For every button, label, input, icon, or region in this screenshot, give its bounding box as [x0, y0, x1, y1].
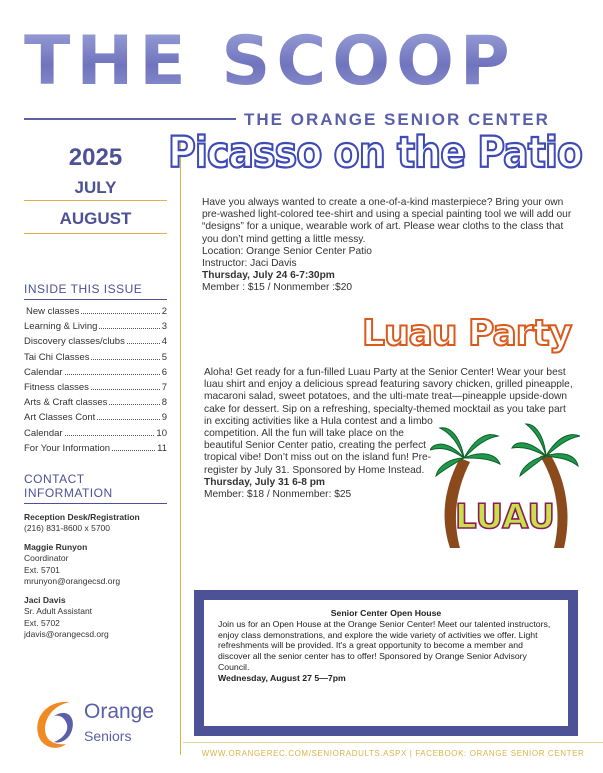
- picasso-date: Thursday, July 24 6-7:30pm: [202, 270, 335, 282]
- picasso-description: Have you always wanted to create a one-of-a-kind masterpiece? Bring your own pre-washed light-colored tee-shirt and using a special painting tool we will add our “designs” for a unique, wearable work of art. Please wear cloths to the class that you don’t mind getting a little messy.: [202, 197, 572, 245]
- luau-art-word: LUAU: [455, 497, 555, 537]
- coordinator-email[interactable]: mrunyon@orangecsd.org: [24, 576, 121, 587]
- month-divider: [24, 233, 167, 234]
- contact-coordinator: Maggie Runyon Coordinator Ext. 5701 mrunyon@orangecsd.org: [24, 542, 167, 588]
- footer-links[interactable]: WWW.ORANGEREC.COM/SENIORADULTS.ASPX | FACEBOOK: ORANGE SENIOR CENTER: [183, 742, 603, 765]
- toc-item: Calendar 6: [24, 366, 167, 378]
- issue-month-august: AUGUST: [59, 209, 132, 228]
- toc-heading: INSIDE THIS ISSUE: [24, 282, 167, 300]
- logo-word-seniors: Seniors: [84, 728, 132, 744]
- luau-price: Member: $18 / Nonmember: $25: [204, 489, 352, 501]
- issue-month-july: JULY: [74, 178, 117, 197]
- orange-swirl-icon: [32, 694, 82, 754]
- month-divider: [24, 200, 167, 201]
- contact-heading: CONTACT INFORMATION: [24, 472, 167, 504]
- open-house-box: [194, 590, 578, 736]
- open-house-content: [204, 600, 568, 726]
- picasso-instructor: Instructor: Jaci Davis: [202, 258, 297, 270]
- masthead-rule: [24, 118, 236, 120]
- assistant-email[interactable]: jdavis@orangecsd.org: [24, 629, 109, 640]
- picasso-location: Location: Orange Senior Center Patio: [202, 245, 372, 257]
- issue-year: 2025: [68, 144, 123, 171]
- open-house-description: Join us for an Open House at the Orange Senior Center! Meet our talented instructors, enjoy class demonstrations, and explore the wide variety of activities we offer. Light refreshments will be provided. It's a great opportunity to become a member and discover all the senior center has to offer! Sponsored by Orange Senior Advisory Council.: [218, 618, 551, 672]
- logo-word-orange: Orange: [84, 700, 155, 723]
- toc-item: Discovery classes/clubs 4: [24, 336, 167, 348]
- sidebar: [24, 140, 167, 648]
- contact-list: [24, 512, 167, 641]
- toc-item: Fitness classes 7: [24, 381, 167, 393]
- palm-trees-illustration: [430, 418, 580, 550]
- picasso-price: Member : $15 / Nonmember :$20: [202, 282, 353, 294]
- toc-item: Arts & Craft classes 8: [24, 397, 167, 409]
- luau-date: Thursday, July 31 6-8 pm: [204, 476, 325, 488]
- luau-description: Aloha! Get ready for a fun-filled Luau Party at the Senior Center! Wear your best luau shirt and enjoy a delicious spread featuring savory chicken, grilled pineapple, macaroni salad, sweet potatoes, and the ulti-mate treat—pineapple upside-down cake for dessert. Sip on a refreshing, specialty-themed mocktail as you take part: [204, 367, 573, 415]
- toc-item: Learning & Living 3: [24, 321, 167, 333]
- contact-assistant: Jaci Davis Sr. Adult Assistant Ext. 5702 jdavis@orangecsd.org: [24, 595, 167, 641]
- toc-item: Art Classes Cont 9: [24, 412, 167, 424]
- contact-reception: Reception Desk/Registration (216) 831-8600 x 5700: [24, 511, 140, 534]
- luau-heading: Luau Party: [362, 313, 572, 354]
- orange-seniors-logo: [32, 694, 162, 754]
- open-house-date: Wednesday, August 27 5—7pm: [218, 672, 346, 683]
- column-divider: [180, 135, 181, 755]
- toc-item: New classes 2: [26, 306, 167, 317]
- picasso-article: [202, 197, 574, 295]
- luau-description-continued: in exciting activities like a Hula contest and a limbo competition. All the fun will take place on the beautiful Senior Center patio, creating the perfect tropical vibe! Don’t miss out on the island fun! Pre-register by July 31. Sponsored by Home Instead.: [204, 415, 433, 476]
- picasso-heading: Picasso on the Patio: [168, 128, 582, 178]
- toc-item: Calendar 10: [24, 427, 167, 439]
- palm-leaves-right: [512, 424, 580, 476]
- toc-item: For Your Information 11: [24, 442, 167, 454]
- newsletter-masthead: THE SCOOP: [24, 22, 516, 101]
- newsletter-subtitle: THE ORANGE SENIOR CENTER: [244, 110, 550, 129]
- table-of-contents: [24, 304, 167, 456]
- toc-item: Tai Chi Classes 5: [24, 351, 167, 363]
- open-house-title: Senior Center Open House: [330, 608, 442, 618]
